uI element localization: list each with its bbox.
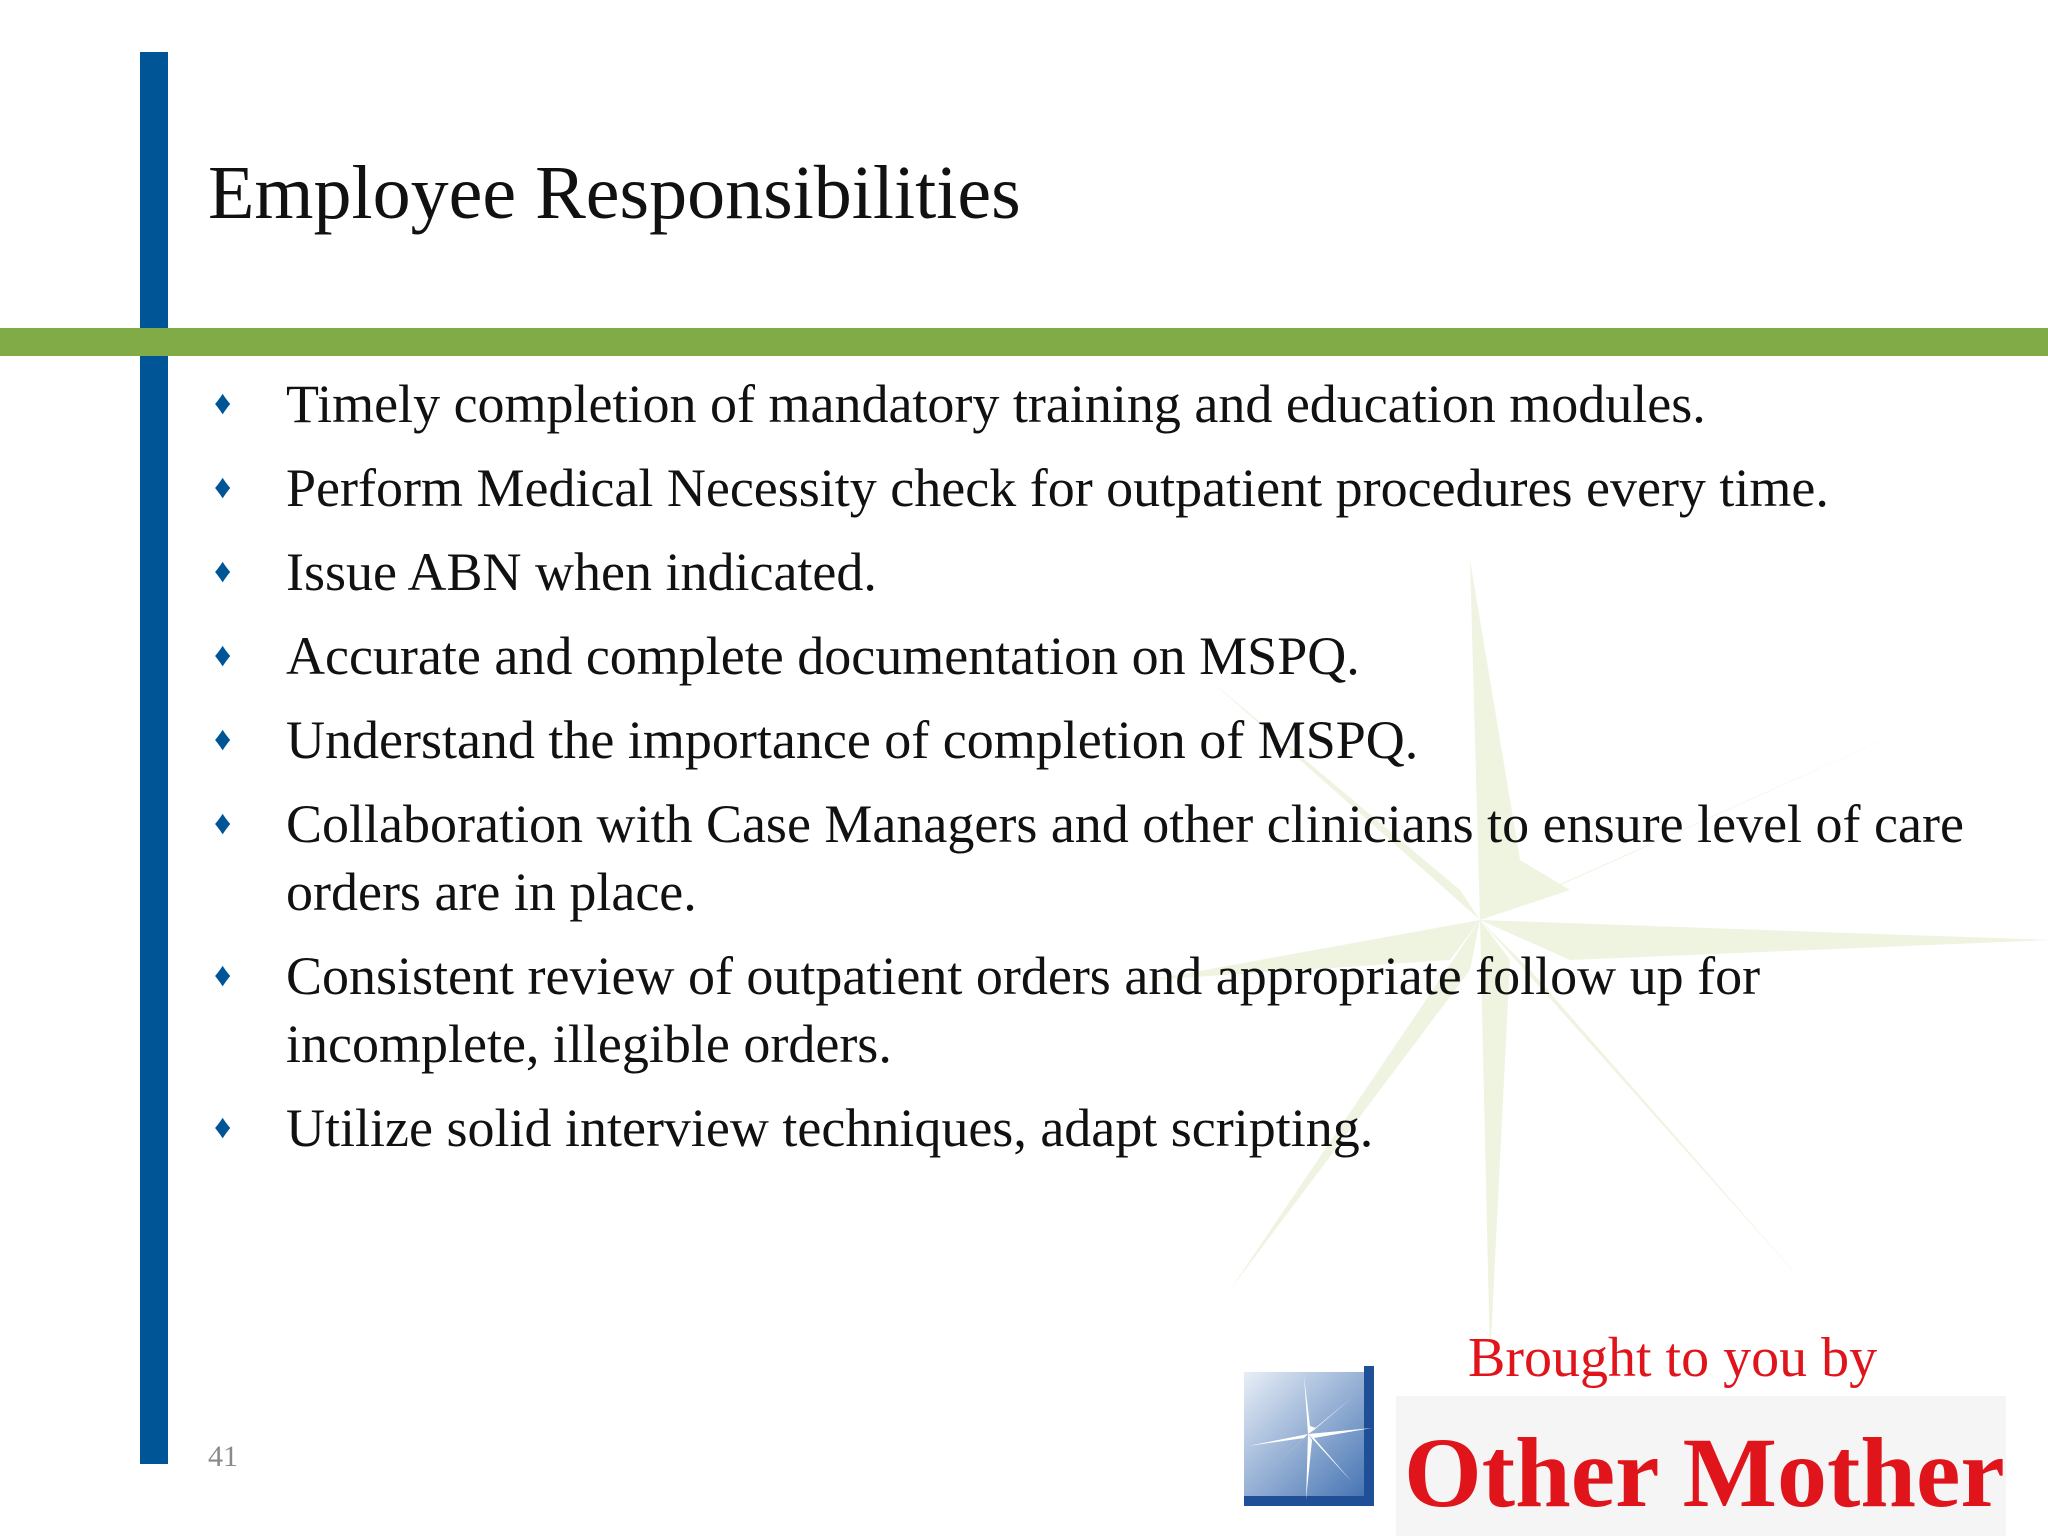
svg-text:Other Mother: Other Mother xyxy=(1404,1417,2005,1528)
bullet-text: Issue ABN when indicated. xyxy=(286,542,877,602)
other-mother-logo xyxy=(1396,1396,2006,1536)
diamond-bullet-icon: ♦ xyxy=(214,1109,232,1146)
bullet-text: Collaboration with Case Managers and other clinicians to ensure level of care orders are in place. xyxy=(286,794,1964,922)
diamond-bullet-icon: ♦ xyxy=(214,637,232,674)
bullet-text: Timely completion of mandatory training and education modules. xyxy=(286,374,1706,434)
diamond-bullet-icon: ♦ xyxy=(214,385,232,422)
bullet-text: Accurate and complete documentation on MSPQ. xyxy=(286,626,1360,686)
bullet-item xyxy=(208,706,2008,774)
bullet-item xyxy=(208,370,2008,438)
bullet-list xyxy=(208,370,2008,1178)
star-logo-icon xyxy=(1244,1366,1380,1506)
bullet-item xyxy=(208,1094,2008,1162)
bullet-item xyxy=(208,790,2008,926)
diamond-bullet-icon: ♦ xyxy=(214,469,232,506)
page-number: 41 xyxy=(208,1440,238,1473)
bullet-text: Consistent review of outpatient orders and appropriate follow up for incomplete, illegible orders. xyxy=(286,946,1761,1074)
bullet-item xyxy=(208,538,2008,606)
slide-title: Employee Responsibilities xyxy=(208,151,1021,235)
bullet-text: Understand the importance of completion of MSPQ. xyxy=(286,710,1419,770)
bullet-item xyxy=(208,942,2008,1078)
bullet-item xyxy=(208,622,2008,690)
diamond-bullet-icon: ♦ xyxy=(214,721,232,758)
brought-by-text: Brought to you by xyxy=(1468,1327,1878,1389)
diamond-bullet-icon: ♦ xyxy=(214,957,232,994)
vertical-accent-bar xyxy=(140,52,168,1464)
diamond-bullet-icon: ♦ xyxy=(214,553,232,590)
diamond-bullet-icon: ♦ xyxy=(214,805,232,842)
bullet-item xyxy=(208,454,2008,522)
horizontal-accent-bar xyxy=(0,328,2048,356)
bullet-text: Utilize solid interview techniques, adapt scripting. xyxy=(286,1098,1374,1158)
bullet-text: Perform Medical Necessity check for outpatient procedures every time. xyxy=(286,458,1829,518)
